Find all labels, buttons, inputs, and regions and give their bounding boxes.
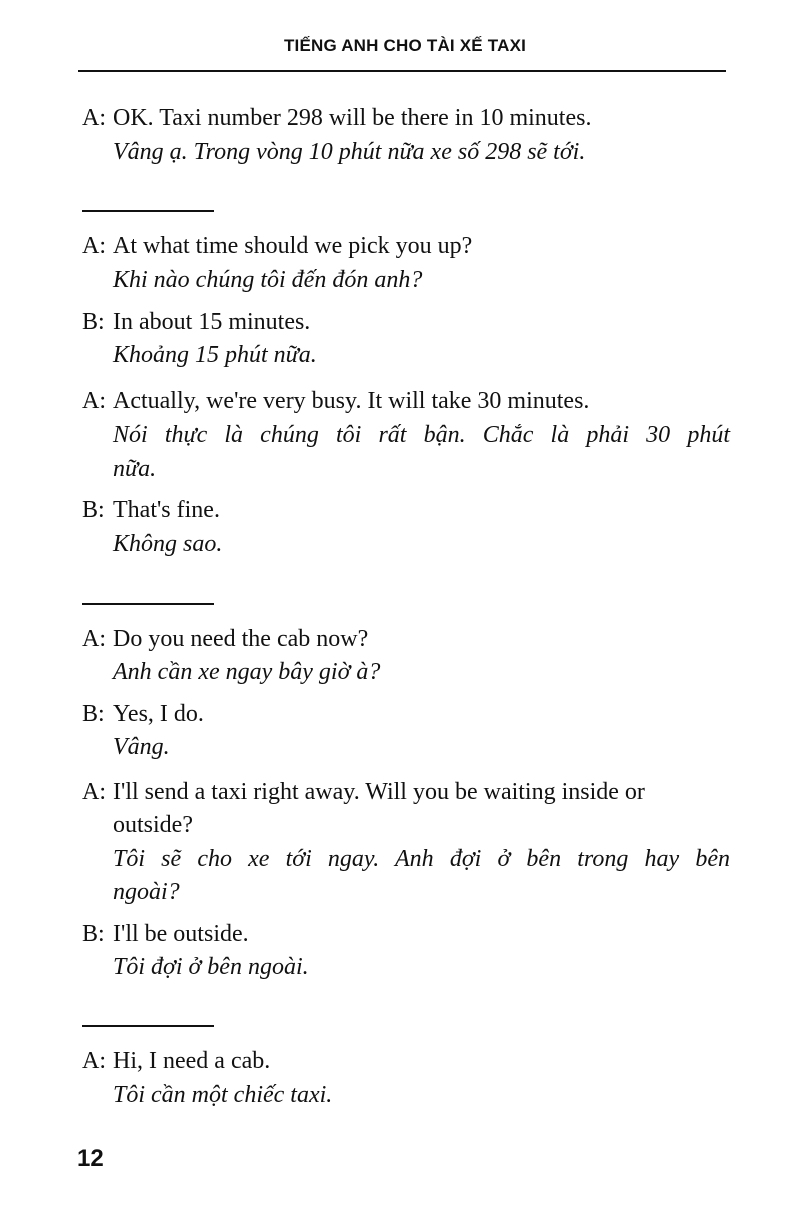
section-separator	[82, 210, 214, 212]
english-text: Actually, we're very busy. It will take 30 minutes.	[113, 388, 590, 414]
translation-line-4-cont: nữa.	[113, 456, 157, 482]
translation-line-10: Tôi cần một chiếc taxi.	[113, 1082, 333, 1108]
dialogue-line-5	[82, 494, 732, 526]
dialogue-line-8-cont: outside?	[113, 812, 193, 838]
dialogue-line-2	[82, 230, 732, 262]
speaker-label: A:	[82, 388, 106, 414]
running-head: TIẾNG ANH CHO TÀI XẾ TAXI	[283, 36, 527, 55]
dialogue-line-1	[82, 102, 732, 134]
dialogue-line-3	[82, 306, 732, 338]
translation-line-1: Vâng ạ. Trong vòng 10 phút nữa xe số 298 sẽ tới.	[113, 139, 586, 165]
english-text: That's fine.	[113, 497, 220, 523]
english-text: Yes, I do.	[113, 701, 204, 727]
speaker-label: A:	[82, 233, 106, 259]
english-text: OK. Taxi number 298 will be there in 10 minutes.	[113, 105, 592, 131]
speaker-label: B:	[82, 921, 105, 947]
english-text: I'll be outside.	[113, 921, 249, 947]
speaker-label: A:	[82, 626, 106, 652]
english-text: I'll send a taxi right away. Will you be waiting inside or	[113, 779, 645, 805]
speaker-label: A:	[82, 105, 106, 131]
speaker-label: B:	[82, 701, 105, 727]
speaker-label: A:	[82, 779, 106, 805]
section-separator	[82, 1025, 214, 1027]
english-text: Do you need the cab now?	[113, 626, 369, 652]
translation-line-4: Nói thực là chúng tôi rất bận. Chắc là phải 30 phút	[113, 422, 730, 448]
translation-line-3: Khoảng 15 phút nữa.	[113, 342, 317, 368]
header-rule	[78, 70, 726, 72]
page-number: 12	[77, 1145, 104, 1172]
dialogue-line-4	[82, 385, 732, 417]
english-text: At what time should we pick you up?	[113, 233, 473, 259]
dialogue-line-10	[82, 1045, 732, 1077]
translation-line-8: Tôi sẽ cho xe tới ngay. Anh đợi ở bên trong hay bên	[113, 846, 730, 872]
speaker-label: B:	[82, 309, 105, 335]
dialogue-line-7	[82, 698, 732, 730]
translation-line-8-cont: ngoài?	[113, 879, 180, 905]
translation-line-2: Khi nào chúng tôi đến đón anh?	[113, 267, 423, 293]
section-separator	[82, 603, 214, 605]
translation-line-9: Tôi đợi ở bên ngoài.	[113, 954, 309, 980]
translation-line-5: Không sao.	[113, 531, 223, 557]
dialogue-line-9	[82, 918, 732, 950]
dialogue-line-6	[82, 623, 732, 655]
dialogue-line-8	[82, 776, 732, 808]
translation-line-7: Vâng.	[113, 734, 170, 760]
speaker-label: B:	[82, 497, 105, 523]
english-text: Hi, I need a cab.	[113, 1048, 271, 1074]
speaker-label: A:	[82, 1048, 106, 1074]
english-text: In about 15 minutes.	[113, 309, 311, 335]
translation-line-6: Anh cần xe ngay bây giờ à?	[113, 659, 381, 685]
